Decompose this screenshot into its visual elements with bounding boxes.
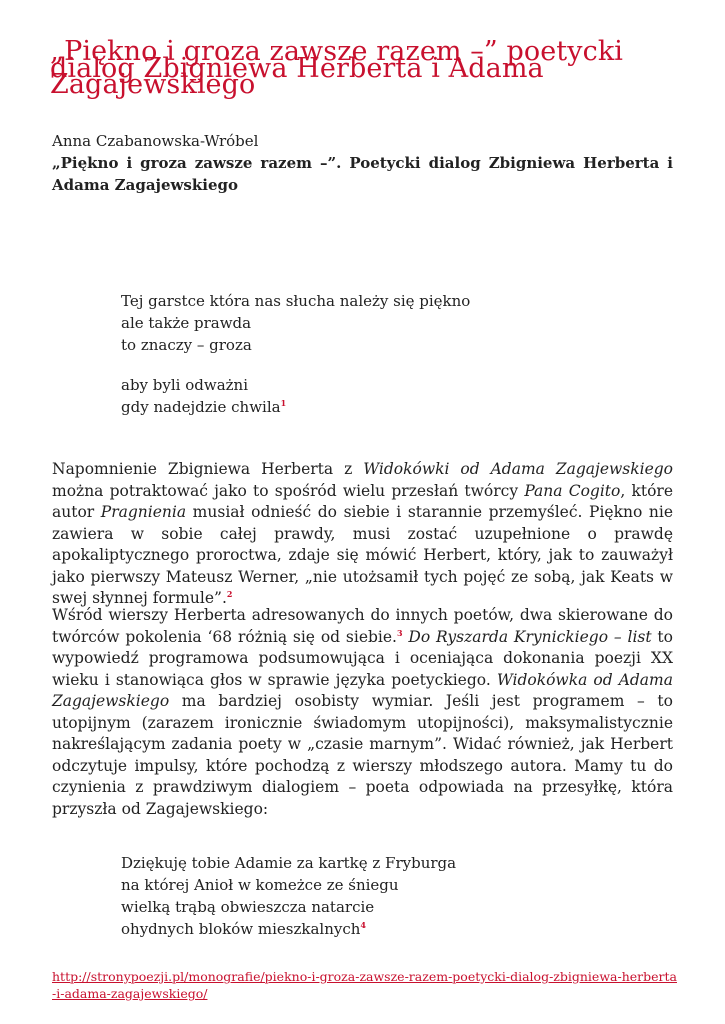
paragraph-text: Wśród wierszy Herberta adresowanych do innych poetów, dwa skierowane do twórców pokolenia ‘68 różnią się od siebie. — [52, 606, 673, 646]
book-title: Pragnienia — [100, 503, 187, 521]
poem-line: Dziękuję tobie Adamie za kartkę z Fryburga — [121, 854, 457, 872]
poem-quote-2 — [121, 852, 456, 940]
paragraph-text: , które autor — [52, 481, 674, 521]
poem-title: Widokówka od Adama Zagajewskiego — [52, 670, 673, 710]
footnote-ref-2[interactable]: 2 — [226, 589, 233, 599]
paragraph-text: można potraktować jako to spośród wielu przesłań twórcy — [52, 481, 525, 500]
footnote-ref-4[interactable]: 4 — [360, 920, 366, 930]
source-url-link[interactable]: http://stronypoezji.pl/monografie/piekno-i-groza-zawsze-razem-poetycki-dialog-zbigniewa-herberta-i-adama-zagajewskiego/ — [52, 969, 677, 1001]
poem-line: Tej garstce która nas słucha należy się piękno — [121, 292, 471, 310]
page-title: „Piękno i groza zawsze razem –” poetycki dialog Zbigniewa Herberta i Adama Zagajewskiego — [50, 36, 624, 101]
poem-line: ale także prawda — [121, 314, 252, 332]
paragraph-2 — [52, 605, 673, 820]
poem-line: na której Anioł w komeżce ze śniegu — [121, 876, 399, 894]
poem-line-text: gdy nadejdzie chwila — [121, 398, 281, 416]
book-title: Widokówki od Adama Zagajewskiego — [363, 460, 674, 478]
book-title: Pana Cogito — [524, 481, 621, 500]
author-name: Anna Czabanowska-Wróbel — [52, 132, 259, 150]
poem-line — [121, 396, 470, 418]
paragraph-1 — [52, 459, 673, 610]
paragraph-text: Napomnienie Zbigniewa Herberta z — [52, 460, 364, 478]
footnote-ref-3[interactable]: 3 — [396, 627, 403, 638]
poem-title: Do Ryszarda Krynickiego – list — [402, 627, 652, 646]
paragraph-text: musiał odnieść do siebie i starannie przemyśleć. Piękno nie zawiera w sobie całej prawdy, musi zostać uzupełnione o prawdę apokaliptycznego proroctwa, zdaje się mówić Herbert, który, jak to zauważył jako pierwszy Mateusz Werner, „nie utożsamił tych pojęć ze sobą, jak Keats w swej słynnej formule”. — [52, 503, 674, 607]
paragraph-text: to wypowiedź programowa podsumowująca i oceniająca dokonania poezji XX wieku i stanowiąca głos w sprawie języka poetyckiego. — [52, 627, 673, 689]
poem-line: to znaczy – groza — [121, 336, 252, 354]
article-title: „Piękno i groza zawsze razem –”. Poetycki dialog Zbigniewa Herberta i Adama Zagajewskiego — [52, 154, 673, 194]
poem-line: aby byli odważni — [121, 376, 249, 394]
poem-line-text: ohydnych bloków mieszkalnych — [121, 920, 361, 938]
poem-line — [121, 918, 456, 940]
footnote-ref-1[interactable]: 1 — [280, 398, 287, 408]
stanza-break — [121, 356, 470, 374]
paragraph-text: ma bardziej osobisty wymiar. Jeśli jest programem – to utopijnym (zarazem ironicznie świadomym utopijności), maksymalistycznie nakreślającym zadania poety w „czasie marnym”. Widać również, jak Herbert odczytuje impulsy, które pochodzą z wierszy młodszego autora. Mamy tu do czynienia z prawdziwym dialogiem – poeta odpowiada na przesyłkę, która przyszła od Zagajewskiego: — [52, 692, 673, 818]
poem-line: wielką trąbą obwieszcza natarcie — [121, 898, 375, 916]
poem-quote-1 — [121, 290, 470, 418]
